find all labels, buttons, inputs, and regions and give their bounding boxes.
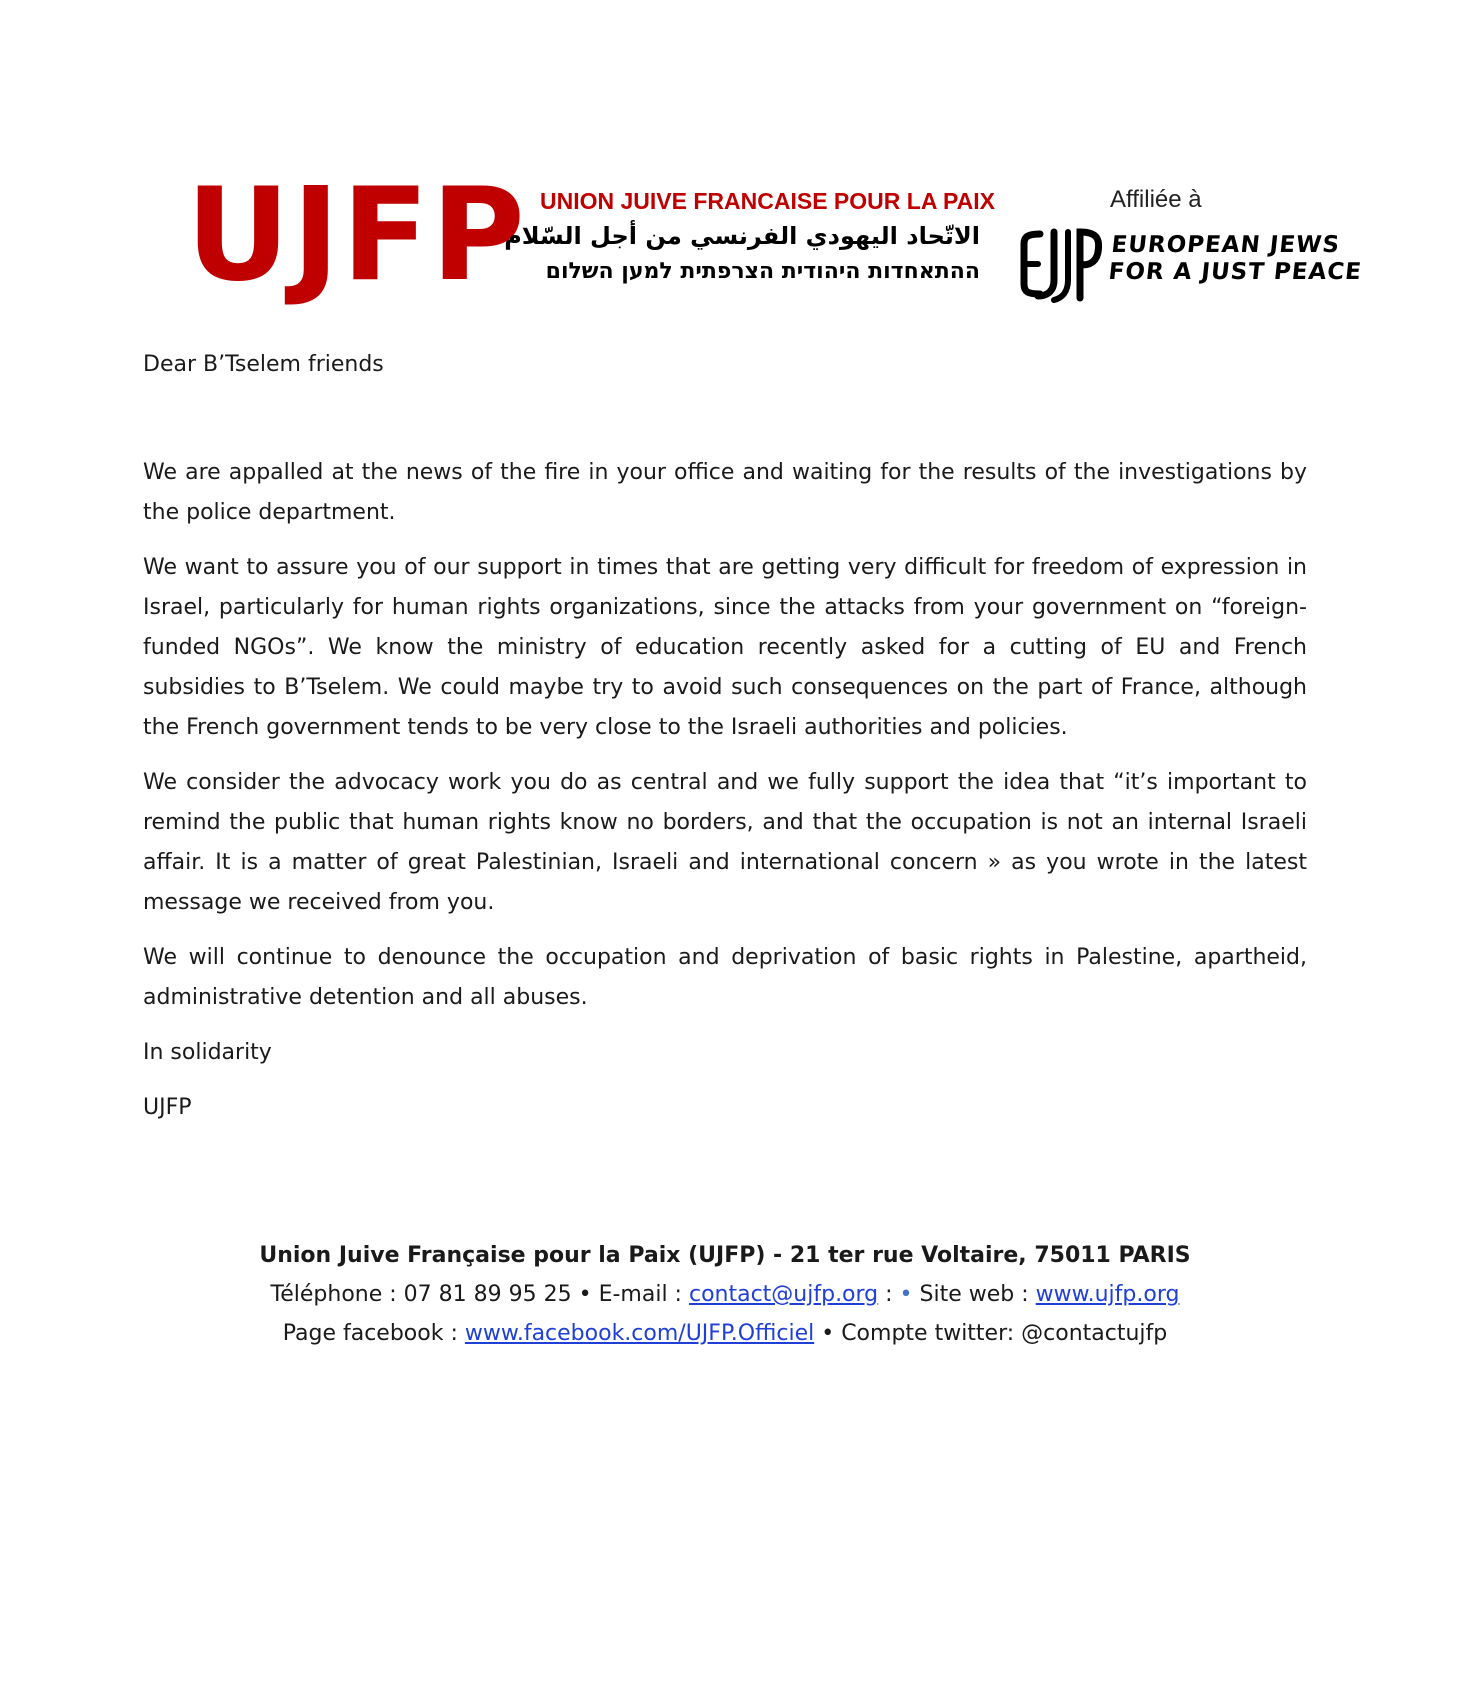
letter-body [143,345,1307,1128]
facebook-link[interactable]: www.facebook.com/UJFP.Officiel [464,1321,815,1346]
email-link[interactable]: contact@ujfp.org [688,1282,879,1307]
website-label: Site web : [912,1282,1036,1307]
paragraph-2: We want to assure you of our support in times that are getting very difficult for freedom of expression in Israel, particularly for human rights organizations, since the attacks from your government on “foreign-funded NGOs”. We know the ministry of education recently asked for a cutting of EU and French subsidies to B’Tselem. We could maybe try to avoid such consequences on the part of France, although the French government tends to be very close to the Israeli authorities and policies. [143,555,1307,740]
ejjp-affiliation [1010,186,1364,306]
org-name-arabic: الاتّحاد اليهودي الفرنسي من أجل السّلام [504,222,980,250]
paragraph-1: We are appalled at the news of the fire in your office and waiting for the results of the investigations by the police department. [143,460,1307,525]
organization-names [504,186,995,288]
salutation: Dear B’Tselem friends [143,352,384,377]
facebook-label: Page facebook : [282,1321,465,1346]
letterhead [0,0,1459,330]
org-name-french: UNION JUIVE FRANCAISE POUR LA PAIX [540,188,995,214]
email-separator: : [878,1282,900,1307]
signature: UJFP [143,1095,192,1120]
footer-social-line [143,1314,1307,1353]
twitter-text: • Compte twitter: @contactujfp [814,1321,1168,1346]
footer-contact [143,1236,1307,1353]
ejjp-name-line2: FOR A JUST PEACE [1107,259,1364,285]
ejjp-logo-mark-icon [1016,224,1102,304]
affiliation-label: Affiliée à [1110,186,1202,213]
ejjp-name-line1: EUROPEAN JEWS [1110,232,1342,258]
footer-address: Union Juive Française pour la Paix (UJFP) - 21 ter rue Voltaire, 75011 PARIS [259,1243,1191,1268]
ejjp-name [1107,232,1366,286]
paragraph-4: We will continue to denounce the occupation and deprivation of basic rights in Palestine, apartheid, administrative detention and all abuses. [143,945,1307,1010]
bullet-separator: • [899,1282,913,1307]
phone-text: Téléphone : 07 81 89 95 25 • E-mail : [270,1282,689,1307]
footer-contact-line [143,1275,1307,1314]
ujfp-logo: UJFP [186,161,527,310]
closing: In solidarity [143,1040,272,1065]
website-link[interactable]: www.ujfp.org [1035,1282,1180,1307]
org-name-hebrew: ההתאחדות היהודית הצרפתית למען השלום [545,259,980,284]
paragraph-3: We consider the advocacy work you do as central and we fully support the idea that “it’s important to remind the public that human rights know no borders, and that the occupation is not an internal Israeli affair. It is a matter of great Palestinian, Israeli and international concern » as you wrote in the latest message we received from you. [143,770,1307,915]
